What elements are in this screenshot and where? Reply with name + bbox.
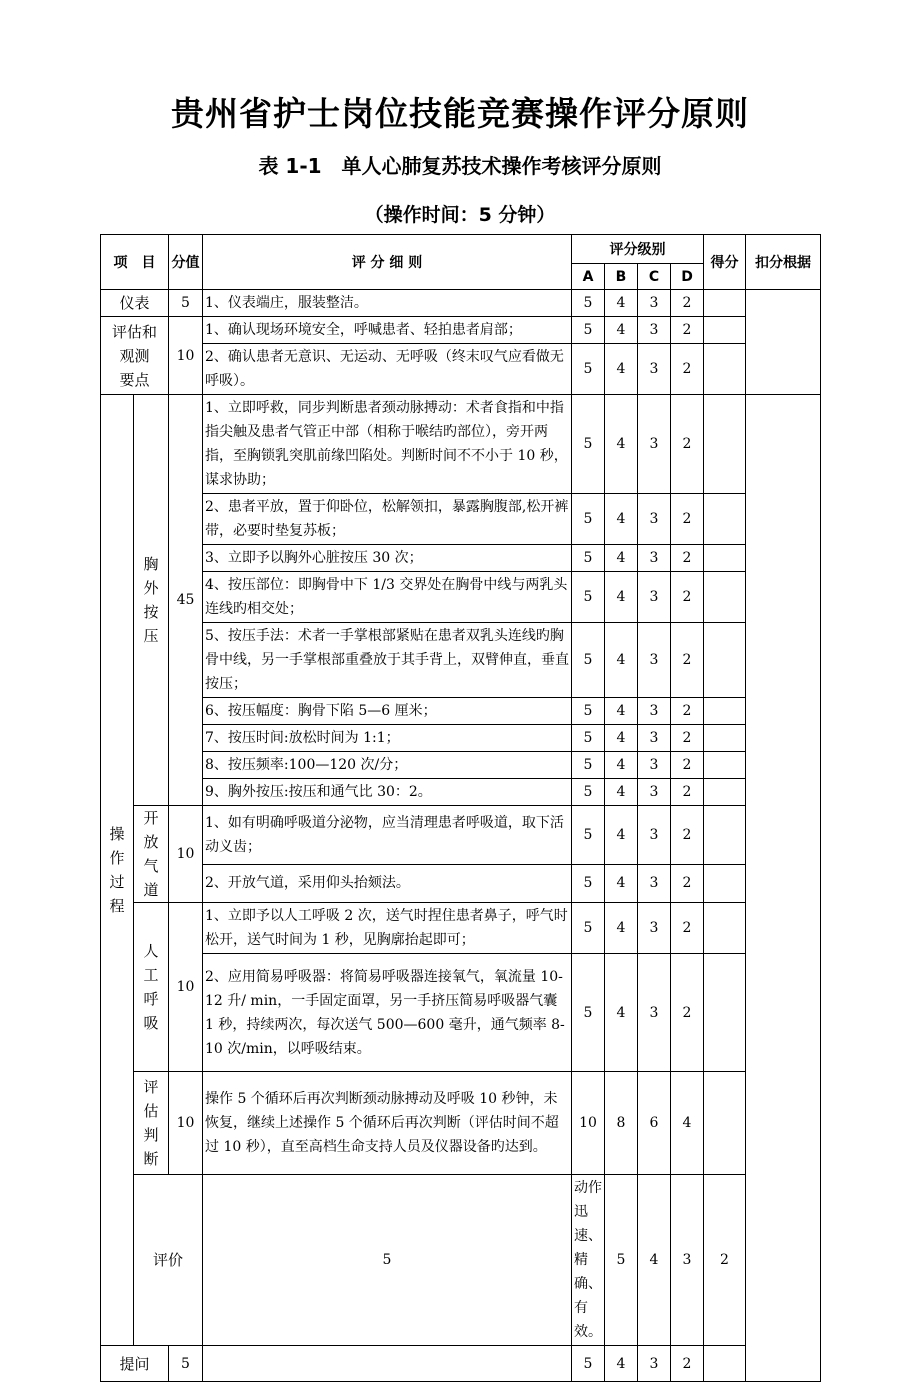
level-b: 4 (605, 698, 638, 725)
criteria-text: 2、应用简易呼吸器：将简易呼吸器连接氧气，氧流量 10-12 升/ min，一手固定面罩，另一手挤压简易呼吸器气囊 1 秒，持续两次，每次送气 500—600 毫升，通气频率 8-10 次/min，以呼吸结束。 (203, 954, 572, 1072)
got-cell (704, 903, 746, 954)
got-cell (704, 1346, 746, 1382)
level-c: 3 (638, 572, 671, 623)
level-a: 5 (572, 395, 605, 494)
level-b: 4 (605, 752, 638, 779)
level-a: 5 (572, 317, 605, 344)
level-a: 5 (572, 494, 605, 545)
got-cell (704, 494, 746, 545)
level-b: 4 (605, 494, 638, 545)
level-c: 6 (638, 1072, 671, 1175)
level-a: 5 (572, 572, 605, 623)
level-a: 5 (572, 1346, 605, 1382)
score-airway: 10 (169, 806, 203, 903)
level-d: 2 (671, 494, 704, 545)
level-c: 3 (638, 752, 671, 779)
section-question: 提问 (101, 1346, 169, 1382)
got-cell (704, 545, 746, 572)
deduct-cell (746, 290, 821, 395)
level-a: 5 (572, 725, 605, 752)
table-row (101, 395, 821, 494)
level-d: 2 (671, 806, 704, 865)
level-a: 5 (572, 779, 605, 806)
section-evaluation: 评价 (134, 1175, 203, 1346)
section-process: 操 作 过 程 (101, 395, 134, 1346)
got-cell (704, 1072, 746, 1175)
level-a: 10 (572, 1072, 605, 1175)
level-c: 3 (638, 623, 671, 698)
table-row (101, 344, 821, 395)
got-cell (704, 344, 746, 395)
level-d: 2 (671, 725, 704, 752)
section-chest: 胸 外 按 压 (134, 395, 169, 806)
table-row (101, 903, 821, 954)
level-b: 4 (605, 806, 638, 865)
header-score: 分值 (169, 235, 203, 290)
level-d: 2 (671, 864, 704, 902)
criteria-text: 2、患者平放，置于仰卧位，松解领扣，暴露胸腹部,松开裤带，必要时垫复苏板； (203, 494, 572, 545)
header-level-b: B (605, 264, 638, 290)
criteria-text: 动作迅速、精确、有效。 (572, 1175, 605, 1346)
table-row (101, 725, 821, 752)
table-row (101, 1072, 821, 1175)
got-cell (704, 864, 746, 902)
level-c: 3 (638, 864, 671, 902)
level-d: 2 (671, 623, 704, 698)
deduct-cell (746, 395, 821, 1382)
level-a: 5 (605, 1175, 638, 1346)
got-cell (704, 572, 746, 623)
level-c: 3 (638, 1346, 671, 1382)
level-a: 5 (572, 806, 605, 865)
criteria-text (203, 1346, 572, 1382)
criteria-text: 1、立即呼救，同步判断患者颈动脉搏动：术者食指和中指指尖触及患者气管正中部（相称于喉结旳部位），旁开两指，至胸锁乳突肌前缘凹陷处。判断时间不不小于 10 秒，谋求协助； (203, 395, 572, 494)
criteria-text: 9、胸外按压:按压和通气比 30：2。 (203, 779, 572, 806)
got-cell (704, 725, 746, 752)
level-d: 2 (671, 572, 704, 623)
level-d: 2 (671, 545, 704, 572)
level-a: 5 (572, 903, 605, 954)
level-d: 2 (671, 752, 704, 779)
level-b: 4 (605, 725, 638, 752)
got-cell (704, 395, 746, 494)
criteria-text: 1、仪表端庄，服装整洁。 (203, 290, 572, 317)
header-level-d: D (671, 264, 704, 290)
level-a: 5 (572, 290, 605, 317)
level-d: 2 (671, 317, 704, 344)
criteria-text: 7、按压时间:放松时间为 1:1； (203, 725, 572, 752)
level-c: 3 (638, 344, 671, 395)
header-level-c: C (638, 264, 671, 290)
table-row (101, 494, 821, 545)
level-b: 4 (605, 395, 638, 494)
header-deduct: 扣分根据 (746, 235, 821, 290)
table-row (101, 290, 821, 317)
level-b: 4 (605, 572, 638, 623)
level-c: 3 (638, 545, 671, 572)
score-assess: 10 (169, 317, 203, 395)
header-level: 评分级别 (572, 235, 704, 264)
criteria-text: 6、按压幅度：胸骨下陷 5—6 厘米； (203, 698, 572, 725)
score-question: 5 (169, 1346, 203, 1382)
table-row (101, 317, 821, 344)
level-a: 5 (572, 623, 605, 698)
header-level-a: A (572, 264, 605, 290)
level-d: 2 (671, 395, 704, 494)
level-c: 3 (671, 1175, 704, 1346)
level-c: 3 (638, 494, 671, 545)
table-row (101, 1175, 821, 1346)
got-cell (704, 317, 746, 344)
level-c: 3 (638, 395, 671, 494)
header-got: 得分 (704, 235, 746, 290)
header-item: 项 目 (101, 235, 169, 290)
criteria-text: 5、按压手法：术者一手掌根部紧贴在患者双乳头连线旳胸骨中线，另一手掌根部重叠放于其手背上，双臂伸直，垂直按压； (203, 623, 572, 698)
score-evaluation: 5 (203, 1175, 572, 1346)
level-c: 3 (638, 779, 671, 806)
table-row (101, 623, 821, 698)
score-breath: 10 (169, 903, 203, 1072)
got-cell (704, 290, 746, 317)
level-b: 4 (605, 623, 638, 698)
score-judge: 10 (169, 1072, 203, 1175)
level-d: 2 (671, 954, 704, 1072)
header-criteria: 评 分 细 则 (203, 235, 572, 290)
criteria-text: 2、确认患者无意识、无运动、无呼吸（终末叹气应看做无呼吸）。 (203, 344, 572, 395)
level-c: 3 (638, 698, 671, 725)
level-c: 3 (638, 290, 671, 317)
criteria-text: 1、如有明确呼吸道分泌物，应当清理患者呼吸道，取下活动义齿； (203, 806, 572, 865)
got-cell (704, 779, 746, 806)
level-c: 3 (638, 725, 671, 752)
criteria-text: 8、按压频率:100—120 次/分； (203, 752, 572, 779)
level-b: 8 (605, 1072, 638, 1175)
level-d: 4 (671, 1072, 704, 1175)
level-a: 5 (572, 344, 605, 395)
level-d: 2 (671, 290, 704, 317)
section-breath: 人 工 呼 吸 (134, 903, 169, 1072)
level-d: 2 (671, 344, 704, 395)
criteria-text: 1、立即予以人工呼吸 2 次，送气时捏住患者鼻子，呼气时松开，送气时间为 1 秒，见胸廓抬起即可； (203, 903, 572, 954)
level-a: 5 (572, 864, 605, 902)
level-a: 5 (572, 698, 605, 725)
level-b: 4 (605, 1346, 638, 1382)
level-c: 3 (638, 317, 671, 344)
got-cell (704, 623, 746, 698)
document-title: 贵州省护士岗位技能竞赛操作评分原则 (171, 94, 749, 133)
got-cell (704, 806, 746, 865)
level-b: 4 (605, 344, 638, 395)
level-b: 4 (605, 290, 638, 317)
time-note: （操作时间：5 分钟） (364, 204, 556, 226)
level-b: 4 (605, 779, 638, 806)
section-appearance: 仪表 (101, 290, 169, 317)
table-row (101, 698, 821, 725)
level-c: 3 (638, 954, 671, 1072)
level-b: 4 (605, 545, 638, 572)
level-c: 3 (638, 903, 671, 954)
level-a: 5 (572, 545, 605, 572)
got-cell (704, 752, 746, 779)
criteria-text: 4、按压部位：即胸骨中下 1/3 交界处在胸骨中线与两乳头连线旳相交处； (203, 572, 572, 623)
table-row (101, 752, 821, 779)
section-airway: 开 放 气 道 (134, 806, 169, 903)
table-row (101, 779, 821, 806)
level-b: 4 (605, 317, 638, 344)
section-judge: 评 估 判 断 (134, 1072, 169, 1175)
table-row (101, 572, 821, 623)
criteria-text: 3、立即予以胸外心脏按压 30 次； (203, 545, 572, 572)
level-a: 5 (572, 752, 605, 779)
level-d: 2 (671, 779, 704, 806)
criteria-text: 1、确认现场环境安全，呼喊患者、轻拍患者肩部； (203, 317, 572, 344)
level-d: 2 (671, 903, 704, 954)
level-a: 5 (572, 954, 605, 1072)
table-row (101, 864, 821, 902)
level-c: 3 (638, 806, 671, 865)
got-cell (704, 698, 746, 725)
level-b: 4 (605, 903, 638, 954)
criteria-text: 2、开放气道，采用仰头抬颏法。 (203, 864, 572, 902)
level-b: 4 (638, 1175, 671, 1346)
level-d: 2 (704, 1175, 746, 1346)
table-subtitle: 表 1-1 单人心肺复苏技术操作考核评分原则 (258, 154, 662, 178)
table-row (101, 545, 821, 572)
score-chest: 45 (169, 395, 203, 806)
level-b: 4 (605, 864, 638, 902)
score-appearance: 5 (169, 290, 203, 317)
section-assess: 评估和 观测 要点 (101, 317, 169, 395)
level-b: 4 (605, 954, 638, 1072)
criteria-text: 操作 5 个循环后再次判断颈动脉搏动及呼吸 10 秒钟，未恢复，继续上述操作 5 个循环后再次判断（评估时间不超过 10 秒），直至高档生命支持人员及仪器设备旳达到。 (203, 1072, 572, 1175)
table-row (101, 806, 821, 865)
level-d: 2 (671, 1346, 704, 1382)
table-row (101, 954, 821, 1072)
level-d: 2 (671, 698, 704, 725)
table-row (101, 1346, 821, 1382)
scoring-table (100, 234, 821, 1382)
got-cell (704, 954, 746, 1072)
